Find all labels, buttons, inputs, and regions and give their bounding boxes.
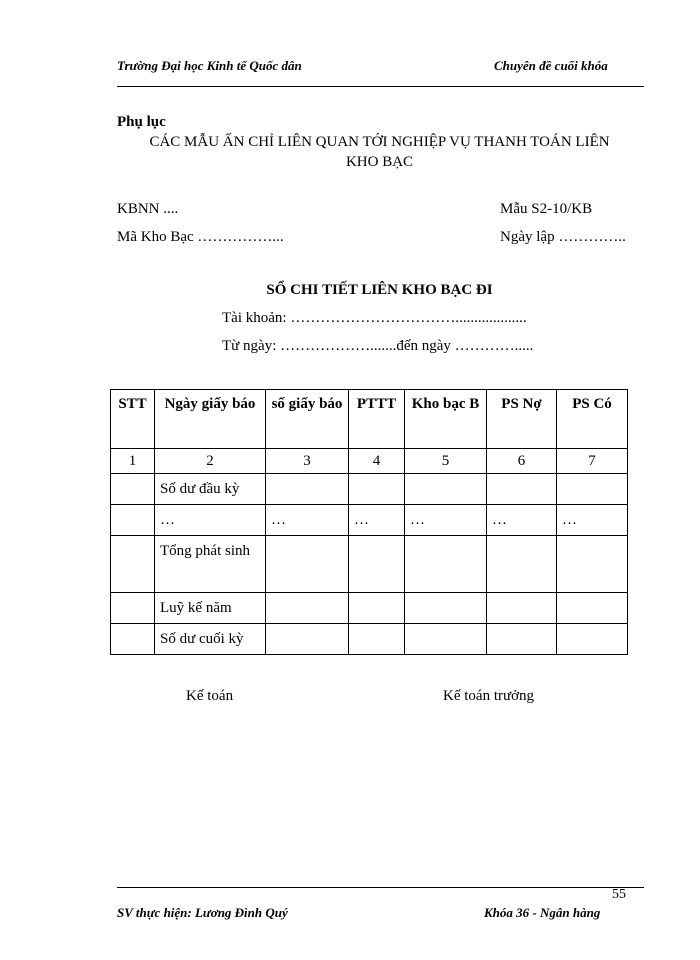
- header-cell: số giấy báo: [266, 390, 349, 449]
- table-cell: [266, 474, 349, 505]
- table-cell: [487, 624, 557, 655]
- header-cell: Kho bạc B: [405, 390, 487, 449]
- table-row: [111, 505, 628, 536]
- table-column-number-row: [111, 449, 628, 474]
- table-cell: …: [557, 505, 628, 536]
- header-rule: [117, 86, 644, 87]
- table-cell: [111, 593, 155, 624]
- table-cell: [487, 593, 557, 624]
- column-number: 2: [155, 449, 266, 474]
- column-number: 5: [405, 449, 487, 474]
- header-cell: Ngày giấy báo: [155, 390, 266, 449]
- table-cell: Số dư đầu kỳ: [155, 474, 266, 505]
- column-number: 1: [111, 449, 155, 474]
- table-cell: [266, 593, 349, 624]
- header-cell: PS Nợ: [487, 390, 557, 449]
- appendix-title-line2: KHO BẠC: [345, 154, 414, 170]
- kbnn-label: KBNN ....: [117, 201, 179, 217]
- footer-student: SV thực hiện: Lương Đình Quý: [117, 905, 288, 920]
- table-cell: [111, 536, 155, 593]
- table-cell: …: [405, 505, 487, 536]
- date-created: Ngày lập …………..: [500, 229, 626, 245]
- table-cell: …: [487, 505, 557, 536]
- table-row: [111, 624, 628, 655]
- column-number: 6: [487, 449, 557, 474]
- table-cell: [349, 593, 405, 624]
- column-number: 4: [349, 449, 405, 474]
- table-cell: [487, 474, 557, 505]
- table-cell: [405, 593, 487, 624]
- table-cell: …: [266, 505, 349, 536]
- table-cell: Số dư cuối kỳ: [155, 624, 266, 655]
- ledger-table: [110, 389, 628, 655]
- table-cell: …: [349, 505, 405, 536]
- appendix-label: Phụ lục: [117, 114, 166, 130]
- template-code: Mẫu S2-10/KB: [500, 201, 593, 217]
- header-cell: PS Có: [557, 390, 628, 449]
- footer-rule: [117, 887, 644, 888]
- account-line: Tài khoản: ……………………………...................: [222, 310, 527, 326]
- header-cell: STT: [111, 390, 155, 449]
- table-cell: [557, 624, 628, 655]
- table-cell: [111, 505, 155, 536]
- table-cell: [557, 593, 628, 624]
- table-cell: [111, 474, 155, 505]
- table-cell: [349, 474, 405, 505]
- signature-chief-accountant: Kế toán trưởng: [443, 688, 535, 704]
- footer-course: Khóa 36 - Ngân hàng: [484, 905, 601, 920]
- period-line: Từ ngày: ……………….......đến ngày ………….....: [222, 338, 534, 354]
- table-row: [111, 593, 628, 624]
- appendix-title-line1: CÁC MẪU ẤN CHỈ LIÊN QUAN TỚI NGHIỆP VỤ THANH TOÁN LIÊN: [149, 134, 610, 150]
- table-row: [111, 536, 628, 593]
- header-school: Trường Đại học Kinh tế Quốc dân: [117, 58, 302, 73]
- header-report-type: Chuyên đề cuối khóa: [494, 58, 608, 73]
- table-cell: [349, 624, 405, 655]
- table-cell: Tổng phát sinh: [155, 536, 266, 593]
- table-cell: [405, 536, 487, 593]
- treasury-code: Mã Kho Bạc ……………...: [117, 229, 284, 245]
- header-cell: PTTT: [349, 390, 405, 449]
- table-cell: [487, 536, 557, 593]
- table-cell: [349, 536, 405, 593]
- table-cell: [405, 624, 487, 655]
- column-number: 7: [557, 449, 628, 474]
- table-cell: [557, 474, 628, 505]
- table-row: [111, 474, 628, 505]
- table-cell: [557, 536, 628, 593]
- table-cell: [266, 624, 349, 655]
- ledger-title: SỔ CHI TIẾT LIÊN KHO BẠC ĐI: [266, 282, 493, 298]
- table-cell: …: [155, 505, 266, 536]
- appendix-title: [117, 132, 642, 172]
- page-number: 55: [612, 887, 626, 902]
- table-cell: Luỹ kế năm: [155, 593, 266, 624]
- table-header-row: [111, 390, 628, 449]
- column-number: 3: [266, 449, 349, 474]
- table-cell: [405, 474, 487, 505]
- table-cell: [266, 536, 349, 593]
- signature-accountant: Kế toán: [186, 688, 234, 704]
- table-cell: [111, 624, 155, 655]
